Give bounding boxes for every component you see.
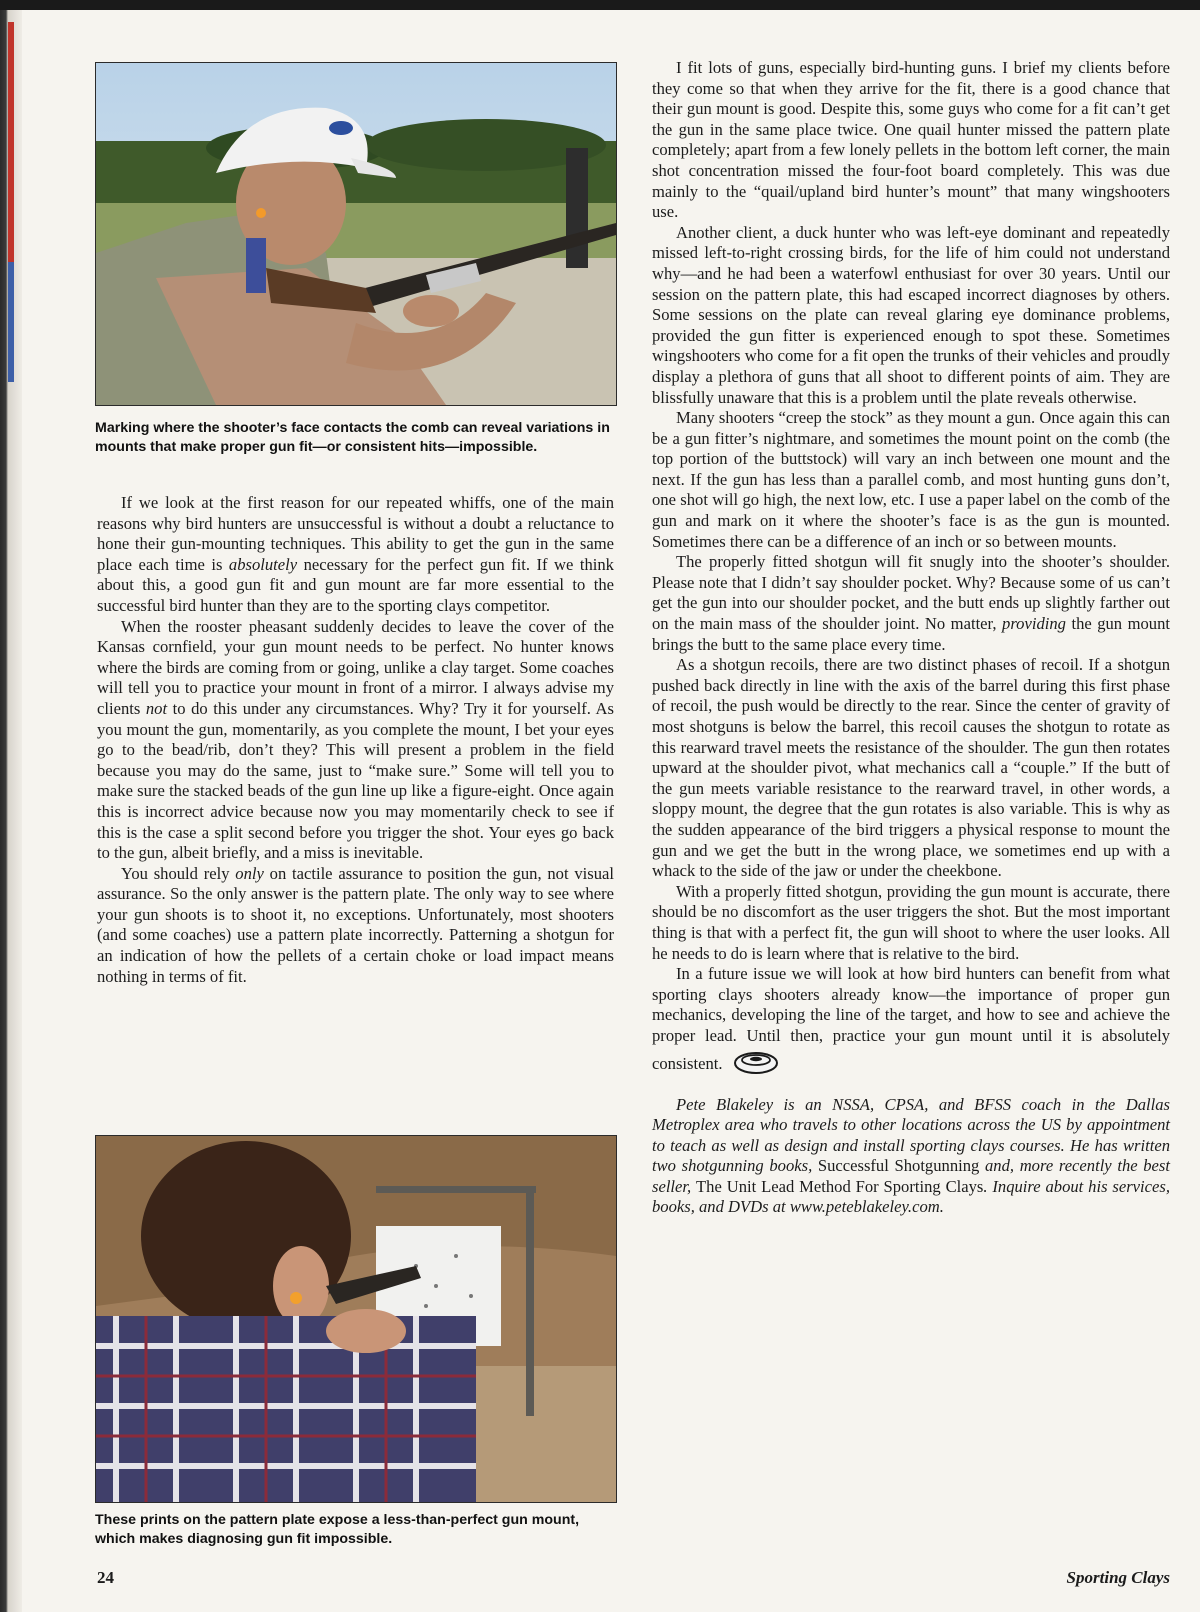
article-column-left <box>97 493 614 987</box>
author-bio: Pete Blakeley is an NSSA, CPSA, and BFSS coach in the Dallas Metroplex area who travels to other locations across the US by appointment to teach as well as design and install sporting clays courses. He has written two shotgunning books, Successful Shotgunning and, more recently the best seller, The Unit Lead Method For Sporting Clays. Inquire about his services, books, and DVDs at www.peteblakeley.com. <box>652 1094 1170 1217</box>
clay-target-icon <box>733 1047 779 1077</box>
photo-pattern-plate <box>95 1135 617 1503</box>
article-paragraph: The properly fitted shotgun will fit snugly into the shooter’s shoulder. Please note that I didn’t say shoulder pocket. Why? Because some of us can’t get the gun into our shoulder pocket, and the butt ends up slightly farther out on the main mass of the shoulder joint. No matter, providing the gun mount brings the butt to the same place every time. <box>652 552 1170 654</box>
page-number: 24 <box>97 1568 114 1587</box>
article-paragraph: As a shotgun recoils, there are two distinct phases of recoil. If a shotgun pushed back directly in line with the axis of the barrel during this first phase of recoil, the push would be directly to the rear. Since the center of gravity of most shotguns is below the barrel, this recoil causes the shotgun to rotate as this rearward travel meets the resistance of the shoulder. The gun then rotates upward at the shoulder pivot, what mechanics call a “couple.” If the butt of the gun meets variable resistance to the rearward travel, in other words, a sloppy mount, the degree that the gun rotates is also variable. This is why as the sudden appearance of the bird triggers a physical response to mount the gun and we get the butt in the wrong place, we sometimes end up with a whack to the side of the jaw or under the cheekbone. <box>652 655 1170 881</box>
article-paragraph: Many shooters “creep the stock” as they mount a gun. Once again this can be a gun fitter’s nightmare, and sometimes the mount point on the comb (the top portion of the buttstock) will vary an inch between one mount and the next. If the gun has less than a parallel comb, and most hunting guns don’t, one shot will go high, the next low, etc. I use a paper label on the comb of the gun and mark on it where the shooter’s face is as the gun is mounted. Sometimes there can be a difference of an inch or so between mounts. <box>652 408 1170 551</box>
article-column-right <box>652 58 1170 1218</box>
photo-shooter-mounting-gun-image <box>96 63 616 405</box>
photo-caption: Marking where the shooter’s face contacts the comb can reveal variations in mounts that make proper gun fit—or consistent hits—impossible. <box>95 420 610 455</box>
photo-shooter-mounting-gun <box>95 62 617 406</box>
article-paragraph: If we look at the first reason for our repeated whiffs, one of the main reasons why bird hunters are unsuccessful is without a doubt a reluctance to hone their gun-mounting techniques. This ability to get the gun in the same place each time is absolutely necessary for the perfect gun fit. If we think about this, a good gun fit and gun mount are far more essential to the successful bird hunter than they are to the sporting clays competitor. <box>97 493 614 615</box>
photo-caption: These prints on the pattern plate expose a less-than-perfect gun mount, which makes diagnosing gun fit impossible. <box>95 1512 580 1547</box>
article-paragraph: With a properly fitted shotgun, providing the gun mount is accurate, there should be no discomfort as the user triggers the shot. But the most important thing is that with a perfect fit, the gun will shoot to where the user looks. All he needs to do is learn where that is relative to the bird. <box>652 881 1170 963</box>
article-paragraph: You should rely only on tactile assurance to position the gun, not visual assurance. So the only answer is the pattern plate. The only way to see where your gun shoots is to shoot it, no exceptions. Unfortunately, most shooters (and some coaches) use a pattern plate incorrectly. Patterning a shotgun for an indication of how the pellets of a certain choke or load impact means nothing in terms of fit. <box>97 863 614 986</box>
article-paragraph: I fit lots of guns, especially bird-hunting guns. I brief my clients before they come so that when they arrive for the fit, there is a good chance that their gun mount is good. Despite this, some guys who come for a fit can’t get the gun in the same place twice. One quail hunter missed the pattern plate completely; apart from a few lonely pellets in the bottom left corner, the main shot concentration missed the four-foot board completely. This was due mainly to the “quail/upland bird hunter’s mount” that many wingshooters use. <box>652 58 1170 222</box>
magazine-name: Sporting Clays <box>1066 1568 1170 1587</box>
spine-color-strip <box>8 262 14 382</box>
article-paragraph: Another client, a duck hunter who was left-eye dominant and repeatedly missed left-to-right crossing birds, for the life of him could not understand why—and he had been a waterfowl enthusiast for over 30 years. Until our session on the pattern plate, this had escaped incorrect diagnoses by others. Some sessions on the plate can reveal glaring eye dominance problems, provided the gun fitter is experienced enough to spot these. Sometimes wingshooters who come for a fit open the trunks of their vehicles and proudly display a plethora of guns that all shoot to different points of aim. They are blissfully unaware that this is a problem until the plate reveals otherwise. <box>652 222 1170 407</box>
spine-color-strip <box>8 22 14 262</box>
article-paragraph: When the rooster pheasant suddenly decides to leave the cover of the Kansas cornfield, your gun mount needs to be perfect. No hunter knows where the birds are coming from or going, unlike a clay target. Some coaches will tell you to practice your mount in front of a mirror. I always advise my clients not to do this under any circumstances. Why? Try it for yourself. As you mount the gun, momentarily, as you complete the mount, I bet your eyes go to the bead/rib, don’t they? This will present a problem in the field because you may do the same, just to “make sure.” Some will tell you to make sure the stacked beads of the gun line up like a figure-eight. Once again this is incorrect advice because now you may momentarily check to see if this is the case a split second before you trigger the shot. Your eyes go back to the gun, albeit briefly, and a miss is inevitable. <box>97 616 615 863</box>
scan-top-edge <box>0 0 1200 10</box>
photo-pattern-plate-image <box>96 1136 616 1502</box>
article-paragraph: In a future issue we will look at how bird hunters can benefit from what sporting clays shooters already know—the importance of proper gun mechanics, developing the line of the target, and how to see and achieve the proper lead. Until then, practice your gun mount until it is absolutely consistent. <box>652 964 1170 1076</box>
